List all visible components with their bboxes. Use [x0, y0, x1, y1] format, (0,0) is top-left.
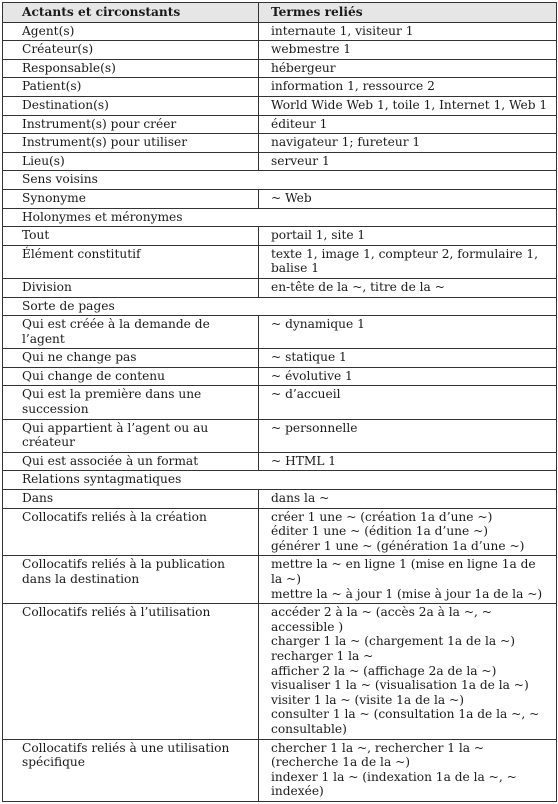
- table-row: [3, 316, 557, 349]
- table-row: [3, 41, 557, 60]
- related-term-line: visualiser 1 la ~ (visualisation 1a de la ~): [271, 678, 529, 693]
- relation-label: Tout: [3, 227, 259, 246]
- table-row: [3, 367, 557, 386]
- related-terms: [259, 452, 557, 471]
- table-row: [3, 22, 557, 41]
- related-terms: [259, 739, 557, 801]
- table-row: [3, 278, 557, 297]
- related-term-line: mettre la ~ à jour 1 (mise à jour 1a de la ~): [271, 586, 543, 601]
- related-terms: [259, 386, 557, 419]
- related-term-line: ~ HTML 1: [271, 453, 337, 468]
- relation-label: Qui est associée à un format: [3, 452, 259, 471]
- related-term-line: texte 1, image 1, compteur 2, formulaire 1, balise 1: [271, 246, 538, 276]
- table-row: [3, 419, 557, 452]
- relation-label: Instrument(s) pour créer: [3, 115, 259, 134]
- related-term-line: portail 1, site 1: [271, 228, 366, 243]
- table-row: [3, 490, 557, 509]
- lexical-relations-table: [2, 2, 557, 802]
- table-row: [3, 349, 557, 368]
- related-term-line: recharger 1 la ~: [271, 648, 374, 663]
- related-term-line: internaute 1, visiteur 1: [271, 23, 414, 38]
- column-header-termes: Termes reliés: [259, 3, 557, 23]
- related-term-line: World Wide Web 1, toile 1, Internet 1, Web 1: [271, 97, 548, 112]
- related-term-line: charger 1 la ~ (chargement 1a de la ~): [271, 634, 515, 649]
- table-header-row: [3, 3, 557, 23]
- related-terms: [259, 419, 557, 452]
- related-terms: [259, 508, 557, 556]
- table-row: [3, 189, 557, 208]
- related-term-line: ~ Web: [271, 190, 312, 205]
- related-term-line: indexer 1 la ~ (indexation 1a de la ~, ~ indexée): [271, 769, 517, 799]
- relation-label: Collocatifs reliés à une utilisation spécifique: [3, 739, 259, 801]
- related-terms: [259, 134, 557, 153]
- table-row: [3, 386, 557, 419]
- table-row: [3, 508, 557, 556]
- section-header-row: [3, 208, 557, 227]
- table-body: [3, 22, 557, 801]
- table-row: [3, 227, 557, 246]
- related-term-line: serveur 1: [271, 153, 330, 168]
- related-term-line: chercher 1 la ~, rechercher 1 la ~ (recherche 1a de la ~): [271, 740, 485, 770]
- related-term-line: éditeur 1: [271, 116, 328, 131]
- relation-label: Qui est créée à la demande de l’agent: [3, 316, 259, 349]
- table-row: [3, 96, 557, 115]
- related-term-line: ~ dynamique 1: [271, 317, 365, 332]
- relation-label: Lieu(s): [3, 152, 259, 171]
- table-row: [3, 134, 557, 153]
- column-header-actants: Actants et circonstants: [3, 3, 259, 23]
- table-row: [3, 115, 557, 134]
- related-term-line: mettre la ~ en ligne 1 (mise en ligne 1a de la ~): [271, 557, 536, 586]
- relation-label: Collocatifs reliés à l’utilisation: [3, 604, 259, 739]
- related-term-line: ~ évolutive 1: [271, 368, 353, 383]
- related-term-line: accéder 2 à la ~ (accès 2a à la ~, ~ accessible ): [271, 605, 492, 634]
- section-header-row: [3, 471, 557, 490]
- relation-label: Instrument(s) pour utiliser: [3, 134, 259, 153]
- relation-label: Élément constitutif: [3, 245, 259, 278]
- table-row: [3, 452, 557, 471]
- relation-label: Qui appartient à l’agent ou au créateur: [3, 419, 259, 452]
- relation-label: Qui est la première dans une succession: [3, 386, 259, 419]
- section-title: Holonymes et méronymes: [3, 208, 557, 227]
- relation-label: Collocatifs reliés à la création: [3, 508, 259, 556]
- related-term-line: ~ d’accueil: [271, 387, 341, 402]
- related-term-line: dans la ~: [271, 491, 330, 506]
- relation-label: Qui ne change pas: [3, 349, 259, 368]
- related-term-line: ~ statique 1: [271, 350, 347, 365]
- related-terms: [259, 604, 557, 739]
- table-row: [3, 739, 557, 801]
- related-term-line: afficher 2 la ~ (affichage 2a de la ~): [271, 663, 497, 678]
- related-term-line: hébergeur: [271, 60, 336, 75]
- related-terms: [259, 115, 557, 134]
- relation-label: Synonyme: [3, 189, 259, 208]
- related-terms: [259, 41, 557, 60]
- related-term-line: visiter 1 la ~ (visite 1a de la ~): [271, 692, 464, 707]
- section-header-row: [3, 171, 557, 190]
- related-terms: [259, 490, 557, 509]
- related-term-line: ~ personnelle: [271, 420, 358, 435]
- related-term-line: navigateur 1; fureteur 1: [271, 135, 421, 150]
- table-row: [3, 604, 557, 739]
- relation-label: Division: [3, 278, 259, 297]
- related-term-line: consulter 1 la ~ (consultation 1a de la ~, ~ consultable): [271, 707, 540, 736]
- related-terms: [259, 96, 557, 115]
- table-row: [3, 59, 557, 78]
- related-terms: [259, 278, 557, 297]
- related-terms: [259, 22, 557, 41]
- related-terms: [259, 316, 557, 349]
- related-term-line: webmestre 1: [271, 42, 352, 57]
- relation-label: Responsable(s): [3, 59, 259, 78]
- relation-label: Patient(s): [3, 78, 259, 97]
- related-terms: [259, 349, 557, 368]
- section-title: Sorte de pages: [3, 297, 557, 316]
- relation-label: Collocatifs reliés à la publication dans la destination: [3, 556, 259, 604]
- section-title: Sens voisins: [3, 171, 557, 190]
- relation-label: Qui change de contenu: [3, 367, 259, 386]
- related-terms: [259, 227, 557, 246]
- relation-label: Dans: [3, 490, 259, 509]
- section-header-row: [3, 297, 557, 316]
- related-term-line: information 1, ressource 2: [271, 79, 435, 94]
- related-term-line: en-tête de la ~, titre de la ~: [271, 279, 445, 294]
- related-terms: [259, 78, 557, 97]
- related-terms: [259, 245, 557, 278]
- related-term-line: générer 1 une ~ (génération 1a d’une ~): [271, 538, 525, 553]
- relation-label: Destination(s): [3, 96, 259, 115]
- related-term-line: créer 1 une ~ (création 1a d’une ~): [271, 509, 493, 524]
- table-row: [3, 152, 557, 171]
- table-row: [3, 78, 557, 97]
- table-row: [3, 245, 557, 278]
- related-terms: [259, 189, 557, 208]
- related-terms: [259, 556, 557, 604]
- relation-label: Agent(s): [3, 22, 259, 41]
- related-term-line: éditer 1 une ~ (édition 1a d’une ~): [271, 524, 489, 539]
- table-row: [3, 556, 557, 604]
- related-terms: [259, 59, 557, 78]
- section-title: Relations syntagmatiques: [3, 471, 557, 490]
- related-terms: [259, 152, 557, 171]
- relation-label: Créateur(s): [3, 41, 259, 60]
- related-terms: [259, 367, 557, 386]
